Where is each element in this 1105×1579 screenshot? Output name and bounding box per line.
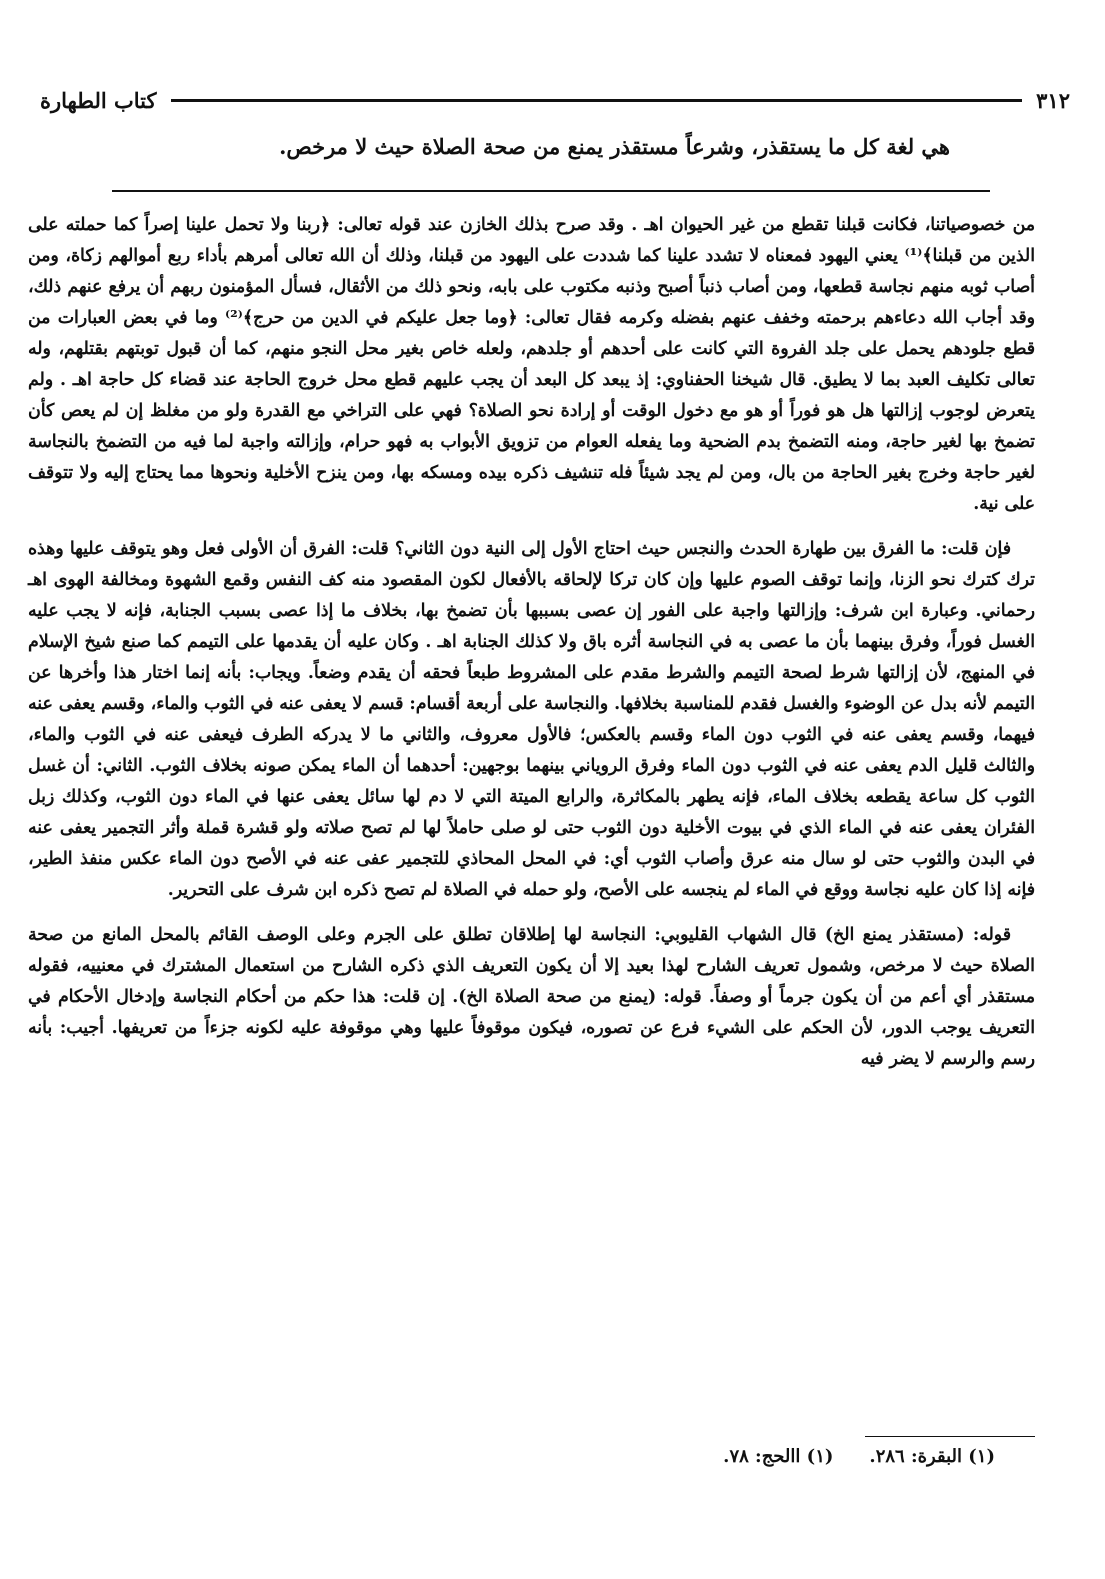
footnote-divider [865,1436,1035,1437]
commentary-paragraph: فإن قلت: ما الفرق بين طهارة الحدث والنجس حيث احتاج الأول إلى النية دون الثاني؟ قلت: الفرق أن الأولى فعل وهو يتوقف عليها وهذه ترك كترك نحو الزنا، وإنما توقف الصوم عليها وإن كان تركا لإلحاقه بالأفعال لكون المقصود منه كف النفس وقمع الشهوة ومخالفة الهوى اهـ رحماني. وعبارة ابن شرف: وإزالتها واجبة على الفور إن عصى بسببها بأن تضمخ بها، بخلاف ما إذا عصى بسبب الجنابة، فإنه لا يجب عليه الغسل فوراً، وفرق بينهما بأن ما عصى به في النجاسة أثره باق ولا كذلك الجنابة اهـ . وكان عليه أن يقدمها على التيمم كما صنع شيخ الإسلام في المنهج، لأن إزالتها شرط لصحة التيمم والشرط مقدم على المشروط طبعاً فحقه أن يقدم وضعاً. ويجاب: بأنه إنما اختار هذا وأخرها عن التيمم لأنه بدل عن الوضوء والغسل فقدم للمناسبة بخلافها. والنجاسة على أربعة أقسام: قسم لا يعفى عنه في الثوب والماء، وقسم يعفى عنه فيهما، وقسم يعفى عنه في الثوب دون الماء وقسم بالعكس؛ فالأول معروف، والثاني ما لا يدركه الطرف فيعفى عنه في الثوب والماء، والثالث قليل الدم يعفى عنه في الثوب دون الماء وفرق الروياني بينهما بوجهين: أحدهما أن الماء يمكن صونه بخلاف الثوب. الثاني: أن غسل الثوب كل ساعة يقطعه بخلاف الماء، فإنه يطهر بالمكاثرة، والرابع الميتة التي لا دم لها سائل يعفى عنها في الماء دون الثوب، وكذلك زبل الفئران يعفى عنه في الماء الذي في بيوت الأخلية دون الثوب حتى لو صلى حاملاً لها لم تصح صلاته ولو قشرة قملة وأثر التجمير يعفى عنه في البدن والثوب حتى لو سال منه عرق وأصاب الثوب أي: في المحل المحاذي للتجمير عفى عنه في الأصح دون الماء عكس منفذ الطير، فإنه إذا كان عليه نجاسة ووقع في الماء لم ينجسه على الأصح، ولو حمله في الصلاة لم تصح ذكره ابن شرف على التحرير. [28,539,1035,900]
main-text: هي لغة كل ما يستقذر، وشرعاً مستقذر يمنع من صحة الصلاة حيث لا مرخص. [279,134,950,159]
page-number: ٣١٢ [1036,87,1070,113]
page-header [40,82,1070,118]
footnotes [723,1446,995,1467]
main-text-divider [112,190,990,192]
book-title: كتاب الطهارة [40,87,157,113]
commentary-paragraph: من خصوصياتنا، فكانت قبلنا تقطع من غير الحيوان اهـ . وقد صرح بذلك الخازن عند قوله تعالى: ﴿ربنا ولا تحمل علينا إصراً كما حملته على الذين من قبلنا﴾⁽¹⁾ يعني اليهود فمعناه لا تشدد علينا كما شددت على اليهود من قبلنا، وذلك أن الله تعالى أمرهم بأداء ربع أموالهم زكاة، ومن أصاب ثوبه منهم نجاسة قطعها، ومن أصاب ذنباً أصبح وذنبه مكتوب على بابه، ونحو ذلك من الأثقال، فسأل المؤمنون ربهم أن يرفع عنهم ذلك، وقد أجاب الله دعاءهم برحمته وخفف عنهم بفضله وكرمه فقال تعالى: ﴿وما جعل عليكم في الدين من حرج﴾⁽²⁾ وما في بعض العبارات من قطع جلودهم يحمل على جلد الفروة التي كانت على أحدهم أو جلدهم، ولعله خاص بغير محل النجو منهم، كما أن قبول توبتهم بقتلهم، وله تعالى تكليف العبد بما لا يطيق. قال شيخنا الحفناوي: إذ يبعد كل البعد أن يجب عليهم قطع محل خروج الحاجة عند قضاء كل حاجة اهـ . ولم يتعرض لوجوب إزالتها هل هو فوراً أو هو مع دخول الوقت أو إرادة نحو الصلاة؟ فهي على التراخي مع القدرة ولو من مغلظ إن لم يعص كأن تضمخ بها لغير حاجة، ومنه التضمخ بدم الضحية وما يفعله العوام من تزويق الأبواب به فهو حرام، وإزالته واجبة لما فيه من التضمخ بالنجاسة لغير حاجة وخرج بغير الحاجة من بال، ومن لم يجد شيئاً فله تنشيف ذكره بيده ومسكه بها، ومن ينزح الأخلية ونحوها مما يحتاج إليه ولا تتوقف على نية. [28,215,1036,514]
footnote: (١) االحج: ٧٨. [723,1446,834,1467]
header-rule [171,99,1023,102]
footnote: (١) البقرة: ٢٨٦. [869,1446,995,1467]
commentary [28,210,1035,1425]
commentary-paragraph: قوله: (مستقذر يمنع الخ) قال الشهاب القليوبي: النجاسة لها إطلاقان تطلق على الجرم وعلى الوصف القائم بالمحل المانع من صحة الصلاة حيث لا مرخص، وشمول تعريف الشارح لهذا بعيد إلا أن يكون التعريف الذي ذكره الشارح من استعمال المشترك في معنييه، فقوله مستقذر أي أعم من أن يكون جرماً أو وصفاً. قوله: (يمنع من صحة الصلاة الخ). إن قلت: هذا حكم من أحكام النجاسة وإدخال الأحكام في التعريف يوجب الدور، لأن الحكم على الشيء فرع عن تصوره، فيكون موقوفاً عليها وهي موقوفة عليه لكونه جزءاً من تعريفها. أجيب: بأنه رسم والرسم لا يضر فيه [28,925,1035,1069]
